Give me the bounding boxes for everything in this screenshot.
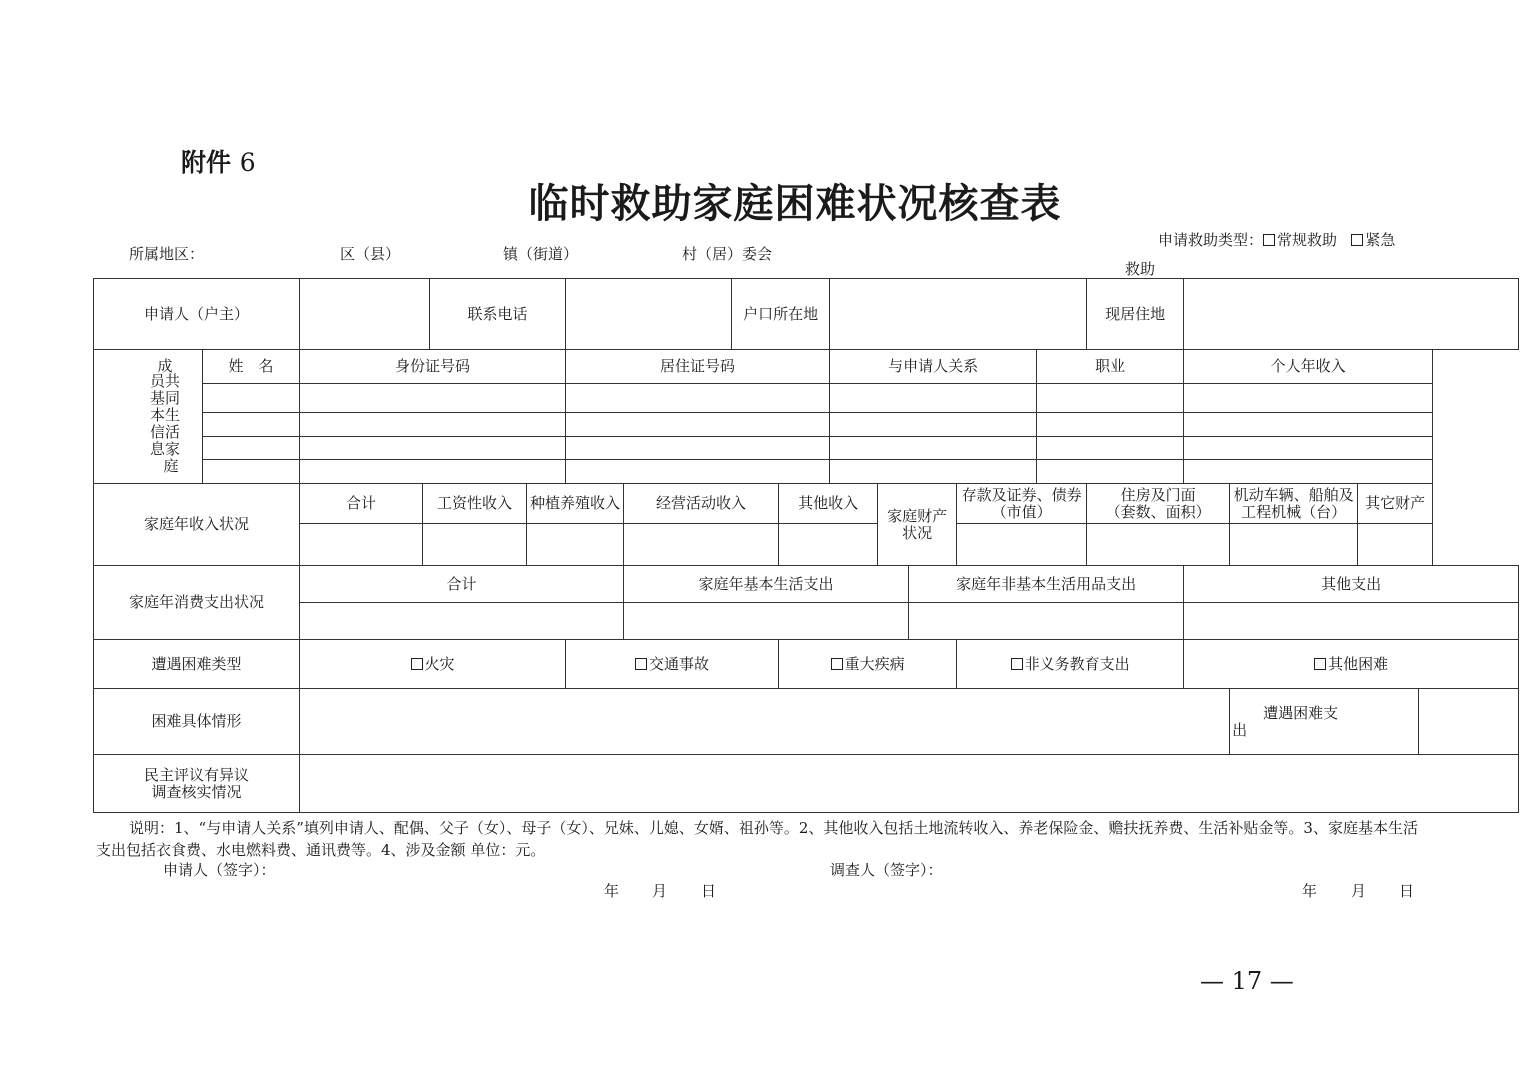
page-number: — 17 — [1200,967,1294,995]
review-label: 民主评议有异议 调查核实情况 [94,755,300,813]
exp-total-field[interactable] [300,603,624,640]
page-title: 临时救助家庭困难状况核查表 [528,180,1062,227]
date-month: 月 [652,882,668,900]
asset-house-field[interactable] [1087,524,1230,566]
checkbox-urgent[interactable] [1351,234,1363,246]
diff-education-option[interactable]: 非义务教育支出 [957,640,1184,689]
notes: 说明：1、“与申请人关系”填列申请人、配偶、父子（女）、母子（女）、兄妹、儿媳、女婿、祖孙等。2、其他收入包括土地流转收入、养老保险金、赡扶抚养费、生活补贴金等。3、家庭基本生活支出包括衣食费、水电燃料费、通讯费等。4、涉及金额 单位：元。 [96,819,1418,859]
phone-label: 联系电话 [430,279,566,350]
member-row [94,437,1519,460]
residence-field[interactable] [1184,279,1519,350]
asset-vehicle: 机动车辆、船舶及 工程机械（台） [1230,484,1358,524]
difficulty-type-label: 遭遇困难类型 [94,640,300,689]
assets-label: 家庭财产 状况 [878,484,957,566]
col-resid: 居住证号码 [566,350,830,384]
region-town: 镇（街道） [503,245,579,263]
inc-wage-field[interactable] [423,524,527,566]
applicant-field[interactable] [300,279,430,350]
asset-deposit-field[interactable] [957,524,1087,566]
attachment-number: 6 [239,148,256,177]
inc-other: 其他收入 [779,484,878,524]
difficulty-cost-field[interactable] [1419,689,1519,755]
exp-other: 其他支出 [1184,566,1519,603]
aid-type-label: 申请救助类型： [1158,231,1264,249]
diff-illness-option[interactable]: 重大疾病 [779,640,957,689]
aid-type-wrap: 救助 [1125,260,1156,278]
aid-type-regular: 常规救助 [1277,231,1338,249]
member-row [94,413,1519,437]
checkbox-regular[interactable] [1263,234,1275,246]
exp-nonbasic-field[interactable] [909,603,1184,640]
aid-type [1158,229,1395,250]
member-row [94,384,1519,413]
exp-other-field[interactable] [1184,603,1519,640]
asset-house: 住房及门面 （套数、面积） [1087,484,1230,524]
inc-business-field[interactable] [624,524,779,566]
col-income: 个人年收入 [1184,350,1433,384]
asset-vehicle-field[interactable] [1230,524,1358,566]
hukou-label: 户口所在地 [732,279,830,350]
inc-business: 经营活动收入 [624,484,779,524]
date-month: 月 [1351,882,1367,900]
diff-traffic-option[interactable]: 交通事故 [566,640,779,689]
inc-farm-field[interactable] [527,524,624,566]
asset-other-field[interactable] [1358,524,1433,566]
date-year: 年 [604,882,620,900]
verification-table [93,278,1519,813]
aid-type-urgent: 紧急 [1365,231,1396,249]
exp-nonbasic: 家庭年非基本生活用品支出 [909,566,1184,603]
inc-total-field[interactable] [300,524,423,566]
attachment-label: 附件 6 [181,148,256,177]
exp-basic: 家庭年基本生活支出 [624,566,909,603]
region-label: 所属地区： [129,245,205,263]
inc-wage: 工资性收入 [423,484,527,524]
inc-other-field[interactable] [779,524,878,566]
date-day: 日 [1399,882,1415,900]
review-field[interactable] [300,755,1519,813]
asset-other: 其它财产 [1358,484,1433,524]
investigator-signature-label: 调查人（签字）： [830,861,943,879]
col-job: 职业 [1037,350,1184,384]
difficulty-cost-label: 遭遇困难支 出 [1230,689,1419,755]
asset-deposit: 存款及证券、债券 （市值） [957,484,1087,524]
diff-other-option[interactable]: 其他困难 [1184,640,1519,689]
residence-label: 现居住地 [1087,279,1184,350]
applicant-signature-label: 申请人（签字）： [163,861,276,879]
date-day: 日 [701,882,717,900]
exp-total: 合计 [300,566,624,603]
applicant-label: 申请人（户主） [94,279,300,350]
expense-status-label: 家庭年消费支出状况 [94,566,300,640]
hukou-field[interactable] [830,279,1087,350]
date-year: 年 [1302,882,1318,900]
member-row [94,460,1519,484]
diff-fire-option[interactable]: 火灾 [300,640,566,689]
income-status-label: 家庭年收入状况 [94,484,300,566]
checkbox-traffic[interactable] [635,658,647,670]
exp-basic-field[interactable] [624,603,909,640]
checkbox-illness[interactable] [831,658,843,670]
difficulty-detail-label: 困难具体情形 [94,689,300,755]
inc-farm: 种植养殖收入 [527,484,624,524]
col-id: 身份证号码 [300,350,566,384]
region-district: 区（县） [340,245,401,263]
col-name: 姓 名 [203,350,300,384]
region-village: 村（居）委会 [682,245,773,263]
difficulty-detail-field[interactable] [300,689,1230,755]
members-label: 成 员共 基同 本生 信活 息家 庭 [94,350,203,484]
checkbox-other[interactable] [1314,658,1326,670]
checkbox-fire[interactable] [411,658,423,670]
col-relation: 与申请人关系 [830,350,1037,384]
checkbox-education[interactable] [1011,658,1023,670]
inc-total: 合计 [300,484,423,524]
phone-field[interactable] [566,279,732,350]
